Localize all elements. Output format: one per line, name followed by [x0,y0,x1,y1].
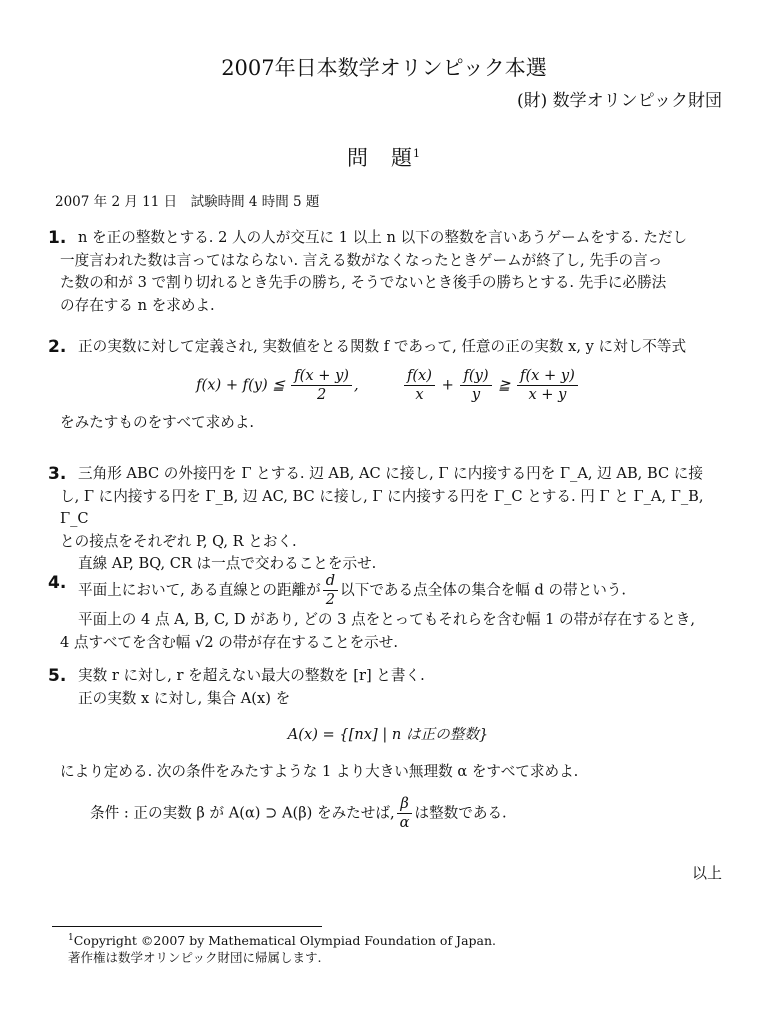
closing-mark: 以上 [691,864,722,882]
document-title: 2007年日本数学オリンピック本選 [221,56,547,80]
fraction [397,795,413,832]
text-fragment: 条件 : 正の実数 β が A(α) ⊃ A(β) をみたせば, [90,804,395,822]
inequality-formula [48,367,728,404]
problem-text-line: 実数 r に対し, r を超えない最大の整数を [r] と書く. [78,667,425,684]
problem-text-line: 一度言われた数は言ってはならない. 言える数がなくなったときゲームが終了し, 先手の言っ [60,251,663,269]
problem-4 [48,572,728,654]
problem-text-line: 正の実数に対して定義され, 実数値をとる関数 f であって, 任意の正の実数 x, y に対し不等式 [78,338,687,355]
text-fragment: 平面上において, ある直線との距離が [78,581,321,599]
fraction [291,367,352,404]
exam-info: 2007 年 2 月 11 日 試験時間 4 時間 5 題 [55,194,320,210]
problem-text-line: 三角形 ABC の外接円を Γ とする. 辺 AB, AC に接し, Γ に内接する円を Γ_A, 辺 AB, BC に接 [78,465,703,482]
problem-text-line: により定める. 次の条件をみたすような 1 より大きい無理数 α をすべて求めよ. [60,762,579,780]
fraction [323,572,338,609]
condition-line [90,795,728,832]
problem-text-line: 正の実数 x に対し, 集合 A(x) を [78,689,291,707]
problem-text-line: n を正の整数とする. 2 人の人が交互に 1 以上 n 以下の整数を言いあうゲームをする. ただし [78,229,688,246]
problem-text-line: との接点をそれぞれ P, Q, R とおく. [60,532,297,550]
problem-number: 1. [48,228,67,248]
text-fragment: は整数である. [414,804,507,822]
set-definition-formula: A(x) = {[nx] | n は正の整数} [287,726,489,743]
problem-3 [48,463,728,576]
fraction-denominator: 2 [316,385,327,403]
fraction [460,367,491,404]
fraction-denominator: y [471,385,481,403]
problem-number: 2. [48,337,67,357]
fraction-denominator: x [415,385,424,403]
footnote-marker: 1 [413,147,421,160]
problem-text-line [78,572,728,609]
footnote-copyright [68,930,496,949]
copyright-text: Copyright ©2007 by Mathematical Olympiad Foundation of Japan. [73,933,496,949]
text-fragment: 以下である点全体の集合を幅 d の帯という. [340,581,627,599]
section-heading [0,142,768,172]
fraction [404,367,435,404]
fraction-numerator: f(y) [460,367,491,386]
problem-number: 3. [48,464,67,484]
fraction [517,367,578,404]
footnote-mark: 1 [68,933,74,943]
organization-name: (財) 数学オリンピック財団 [517,91,722,111]
heading-text: 問 題 [347,146,413,170]
problem-number: 4. [48,573,67,593]
problem-number: 5. [48,666,67,686]
fraction-denominator: 2 [325,591,336,608]
problem-1 [48,227,728,317]
problem-text-line: 平面上の 4 点 A, B, C, D があり, どの 3 点をとってもそれらを含む幅 1 の帯が存在するとき, [78,611,696,628]
fraction-numerator: β [397,795,413,814]
footnote-rights: 著作権は数学オリンピック財団に帰属します. [68,950,322,966]
formula-left: f(x) + f(y) ≦ [196,376,285,393]
problem-text-line: 直線 AP, BQ, CR は一点で交わることを示せ. [78,555,377,572]
fraction-denominator: x + y [528,385,567,403]
formula-comma: , [354,376,359,393]
plus-sign: + [441,376,454,393]
fraction-denominator: α [399,814,410,831]
geq-sign: ≧ [498,376,511,393]
problem-text-line: た数の和が 3 で割り切れるとき先手の勝ち, そうでないとき後手の勝ちとする. 先手に必勝法 [60,274,667,291]
fraction-numerator: f(x + y) [291,367,352,386]
problem-text-line: の存在する n を求めよ. [60,296,215,314]
problem-text-line: し, Γ に内接する円を Γ_B, 辺 AC, BC に接し, Γ に内接する円を Γ_C とする. 円 Γ と Γ_A, Γ_B, Γ_C [60,487,704,527]
fraction-numerator: f(x + y) [517,367,578,386]
fraction-numerator: f(x) [404,367,435,386]
footnote-divider [52,926,322,927]
problem-2 [48,336,728,434]
problem-5 [48,665,728,832]
problem-text-line: をみたすものをすべて求めよ. [60,413,255,431]
fraction-numerator: d [323,572,338,591]
problem-text-line: 4 点すべてを含む幅 √2 の帯が存在することを示せ. [60,633,399,651]
footnote [68,930,496,966]
